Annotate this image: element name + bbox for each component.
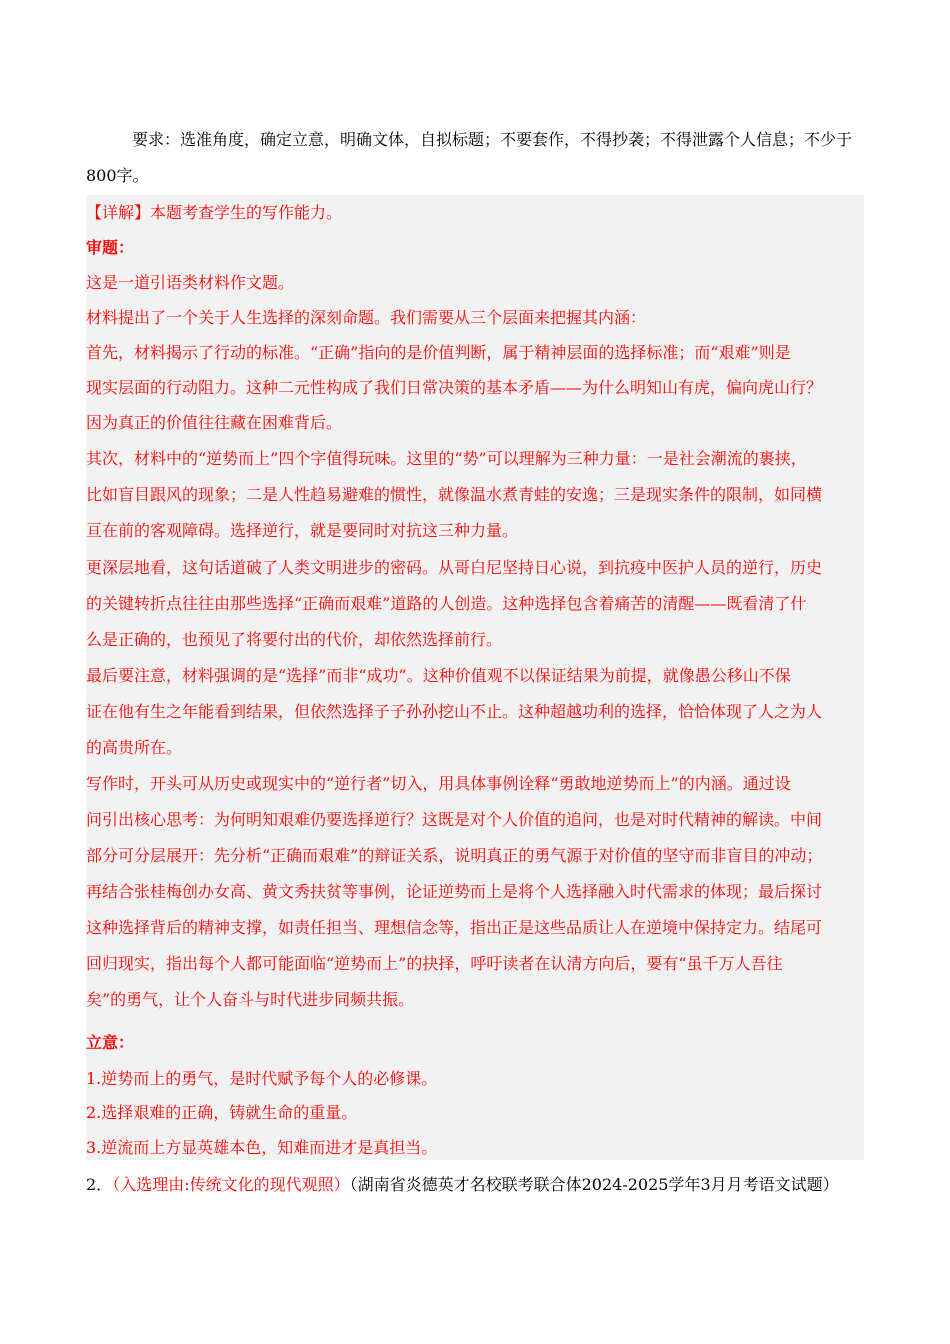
question-source: （湖南省炎德英才名校联考联合体2024-2025学年3月月考语文试题） bbox=[349, 1175, 839, 1194]
explanation-header: 【详解】本题考查学生的写作能力。 bbox=[86, 203, 343, 222]
shenti-label: 审题： bbox=[86, 238, 135, 257]
analysis-line: 亘在前的客观障碍。选择逆行，就是要同时对抗这三种力量。 bbox=[86, 521, 519, 540]
question-2-heading bbox=[86, 1167, 839, 1203]
analysis-line: 首先，材料揭示了行动的标准。“正确”指向的是价值判断，属于精神层面的选择标准；而“艰难”则是 bbox=[86, 343, 791, 362]
analysis-line: 证在他有生之年能看到结果，但依然选择子子孙孙挖山不止。这种超越功利的选择，恰恰体现了人之为人 bbox=[86, 702, 823, 721]
analysis-line: 的关键转折点往往由那些选择“正确而艰难”道路的人创造。这种选择包含着痛苦的清醒——既看清了什 bbox=[86, 594, 807, 613]
analysis-line: 么是正确的，也预见了将要付出的代价，却依然选择前行。 bbox=[86, 630, 503, 649]
analysis-line: 部分可分层展开：先分析“正确而艰难”的辩证关系，说明真正的勇气源于对价值的坚守而非盲目的冲动； bbox=[86, 846, 823, 865]
analysis-line: 回归现实，指出每个人都可能面临“逆势而上”的抉择，呼吁读者在认清方向后，要有“虽千万人吾往 bbox=[86, 954, 783, 973]
analysis-line: 问引出核心思考：为何明知艰难仍要选择逆行？这既是对个人价值的追问，也是对时代精神的解读。中间 bbox=[86, 810, 823, 829]
analysis-line: 更深层地看，这句话道破了人类文明进步的密码。从哥白尼坚持日心说，到抗疫中医护人员的逆行，历史 bbox=[86, 558, 823, 577]
analysis-line: 现实层面的行动阻力。这种二元性构成了我们日常决策的基本矛盾——为什么明知山有虎，偏向虎山行？ bbox=[86, 378, 823, 397]
question-number: 2． bbox=[86, 1175, 113, 1194]
analysis-line: 矣”的勇气，让个人奋斗与时代进步同频共振。 bbox=[86, 990, 415, 1009]
analysis-line: 比如盲目跟风的现象；二是人性趋易避难的惯性，就像温水煮青蛙的安逸；三是现实条件的限制，如同横 bbox=[86, 485, 823, 504]
theme-point: 1.逆势而上的勇气，是时代赋予每个人的必修课。 bbox=[86, 1069, 438, 1088]
analysis-line: 写作时，开头可从历史或现实中的“逆行者”切入，用具体事例诠释“勇敢地逆势而上”的内涵。通过设 bbox=[86, 774, 791, 793]
analysis-line: 其次，材料中的“逆势而上”四个字值得玩味。这里的“势”可以理解为三种力量：一是社会潮流的裹挟， bbox=[86, 449, 807, 468]
theme-point: 2.选择艰难的正确，铸就生命的重量。 bbox=[86, 1103, 358, 1122]
theme-point: 3.逆流而上方显英雄本色，知难而进才是真担当。 bbox=[86, 1138, 438, 1157]
analysis-line: 再结合张桂梅创办女高、黄文秀扶贫等事例，论证逆势而上是将个人选择融入时代需求的体现；最后探讨 bbox=[86, 882, 823, 901]
analysis-line: 的高贵所在。 bbox=[86, 738, 183, 757]
analysis-line: 这是一道引语类材料作文题。 bbox=[86, 273, 295, 292]
analysis-line: 材料提出了一个关于人生选择的深刻命题。我们需要从三个层面来把握其内涵： bbox=[86, 308, 647, 327]
liyi-label: 立意： bbox=[86, 1033, 135, 1052]
analysis-line: 因为真正的价值往往藏在困难背后。 bbox=[86, 413, 343, 432]
selection-reason: （入选理由:传统文化的现代观照） bbox=[112, 1175, 350, 1194]
analysis-line: 最后要注意，材料强调的是“选择”而非“成功”。这种价值观不以保证结果为前提，就像愚公移山不保 bbox=[86, 666, 791, 685]
analysis-line: 这种选择背后的精神支撑，如责任担当、理想信念等，指出正是这些品质让人在逆境中保持定力。结尾可 bbox=[86, 918, 823, 937]
writing-requirement: 要求：选准角度，确定立意，明确文体，自拟标题；不要套作，不得抄袭；不得泄露个人信息；不少于800字。 bbox=[86, 130, 853, 185]
